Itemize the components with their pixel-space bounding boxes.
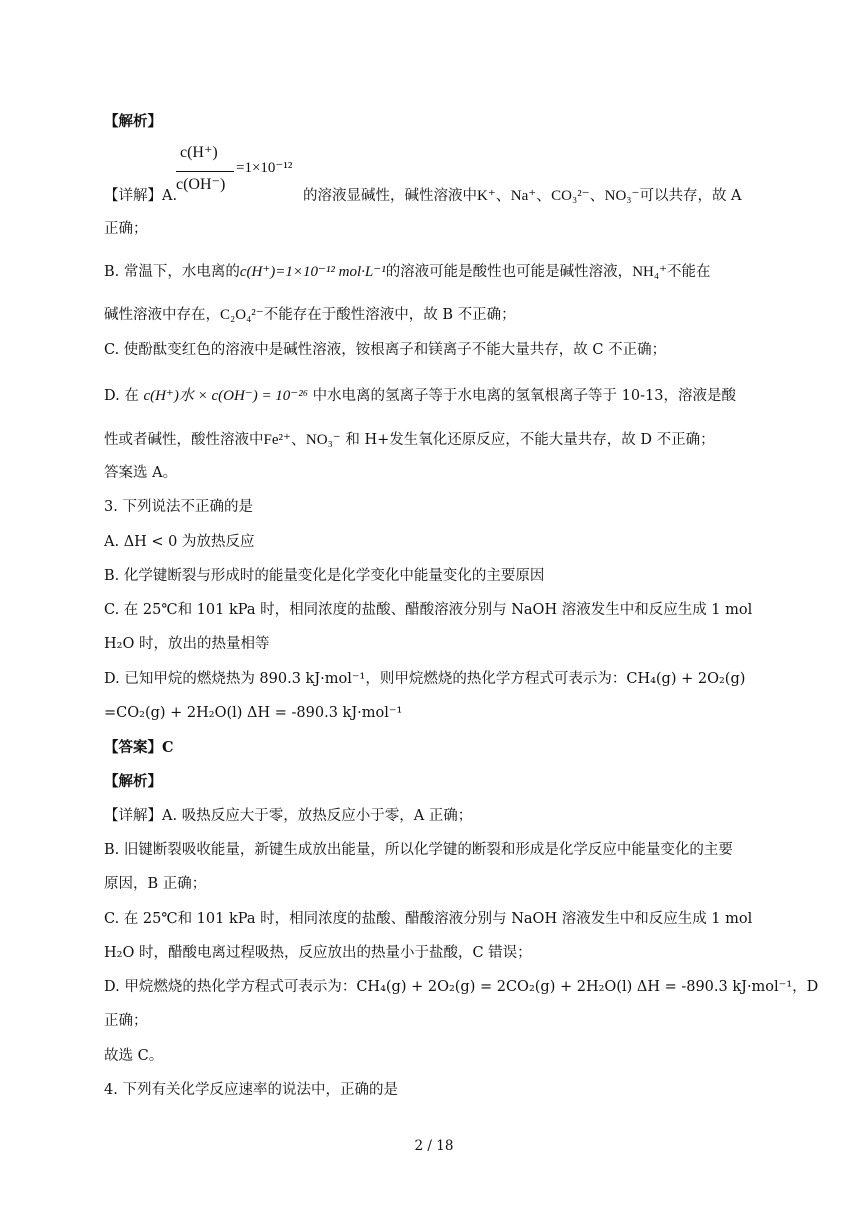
detail-a-text	[303, 186, 742, 206]
q3-option-c1: C. 在 25℃和 101 kPa 时，相同浓度的盐酸、醋酸溶液分别与 NaOH 溶液发生中和反应生成 1 mol	[104, 602, 753, 618]
detail-d-text3: 和 H+发生氧化还原反应，不能大量共存，故 D 不正确；	[345, 432, 715, 448]
q3-explain-a: 【详解】A. 吸热反应大于零，放热反应小于零，A 正确；	[104, 808, 473, 824]
detail-b-text4: 不能存在于酸性溶液中，故 B 不正确；	[263, 307, 516, 323]
q3-explain-c2: H₂O 时，醋酸电离过程吸热，反应放出的热量小于盐酸，C 错误；	[104, 945, 532, 961]
detail-b-line1	[104, 262, 711, 282]
detail-d-ions: Fe²⁺、NO₃⁻	[263, 432, 341, 448]
q2-answer: 答案选 A。	[104, 465, 178, 481]
detail-b-prefix: B. 常温下，水电离的	[104, 264, 240, 280]
detail-a-text2: 可以共存，故 A	[639, 188, 742, 204]
detail-a-prefix: 【详解】A.	[104, 188, 178, 204]
detail-a-text3: 正确；	[104, 221, 148, 237]
q3-option-c2: H₂O 时，放出的热量相等	[104, 636, 270, 652]
detail-a-text1: 的溶液显碱性，碱性溶液中	[303, 188, 477, 204]
q3-analysis-heading: 【解析】	[104, 773, 162, 790]
analysis-heading: 【解析】	[104, 113, 162, 130]
detail-d-text1: 中水电离的氢离子等于水电离的氢氧根离子等于 10-13，溶液是酸	[312, 388, 736, 404]
q3-option-b: B. 化学键断裂与形成时的能量变化是化学变化中能量变化的主要原因	[104, 568, 545, 584]
detail-d-expr: c(H⁺)水 × c(OH⁻) = 10⁻²⁶	[143, 388, 308, 404]
fraction-bar	[176, 171, 234, 172]
page-number: 2 / 18	[414, 1138, 454, 1154]
q4-stem: 4. 下列有关化学反应速率的说法中，正确的是	[104, 1082, 398, 1098]
q3-option-d2: =CO₂(g) + 2H₂O(l) ΔH = -890.3 kJ·mol⁻¹	[104, 705, 403, 721]
detail-a-ions: K⁺、Na⁺、CO₃²⁻、NO₃⁻	[477, 188, 640, 204]
detail-b-ion1: NH₄⁺	[632, 264, 667, 280]
q3-answer: 【答案】C	[104, 739, 174, 756]
q3-stem: 3. 下列说法不正确的是	[104, 499, 253, 515]
detail-d-line2	[104, 430, 715, 450]
detail-d-prefix: D. 在	[104, 388, 139, 404]
q3-conclusion: 故选 C。	[104, 1048, 164, 1064]
fraction-numerator: c(H⁺)	[180, 144, 218, 161]
q3-option-a: A. ΔH < 0 为放热反应	[104, 534, 255, 550]
q3-explain-b1: B. 旧键断裂吸收能量，新键生成放出能量，所以化学键的断裂和形成是化学反应中能量变化的主要	[104, 842, 733, 858]
q3-explain-b2: 原因，B 正确；	[104, 876, 207, 892]
q3-option-d1: D. 已知甲烷的燃烧热为 890.3 kJ·mol⁻¹，则甲烷燃烧的热化学方程式可表示为：CH₄(g) + 2O₂(g)	[104, 671, 746, 687]
detail-b-line2	[104, 305, 516, 325]
q3-explain-d1: D. 甲烷燃烧的热化学方程式可表示为：CH₄(g) + 2O₂(g) = 2CO₂(g) + 2H₂O(l) ΔH = -890.3 kJ·mol⁻¹，D	[104, 979, 819, 995]
detail-d-line1	[104, 386, 736, 406]
fraction-expression	[176, 142, 304, 202]
detail-b-ion2: C₂O₄²⁻	[220, 307, 264, 323]
detail-d-text2: 性或者碱性，酸性溶液中	[104, 432, 264, 448]
detail-b-text2: 不能在	[667, 264, 711, 280]
q3-explain-d2: 正确；	[104, 1013, 148, 1029]
q3-explain-c1: C. 在 25℃和 101 kPa 时，相同浓度的盐酸、醋酸溶液分别与 NaOH 溶液发生中和反应生成 1 mol	[104, 911, 753, 927]
detail-b-text1: 的溶液可能是酸性也可能是碱性溶液，	[385, 264, 633, 280]
detail-b-expr: c(H⁺)=1×10⁻¹² mol·L⁻¹	[239, 264, 386, 280]
detail-c: C. 使酚酞变红色的溶液中是碱性溶液，铵根离子和镁离子不能大量共存，故 C 不正确；	[104, 342, 667, 358]
detail-b-text3: 碱性溶液中存在，	[104, 307, 220, 323]
fraction-denominator: c(OH⁻)	[176, 176, 226, 193]
fraction-rhs: =1×10⁻¹²	[236, 160, 293, 176]
